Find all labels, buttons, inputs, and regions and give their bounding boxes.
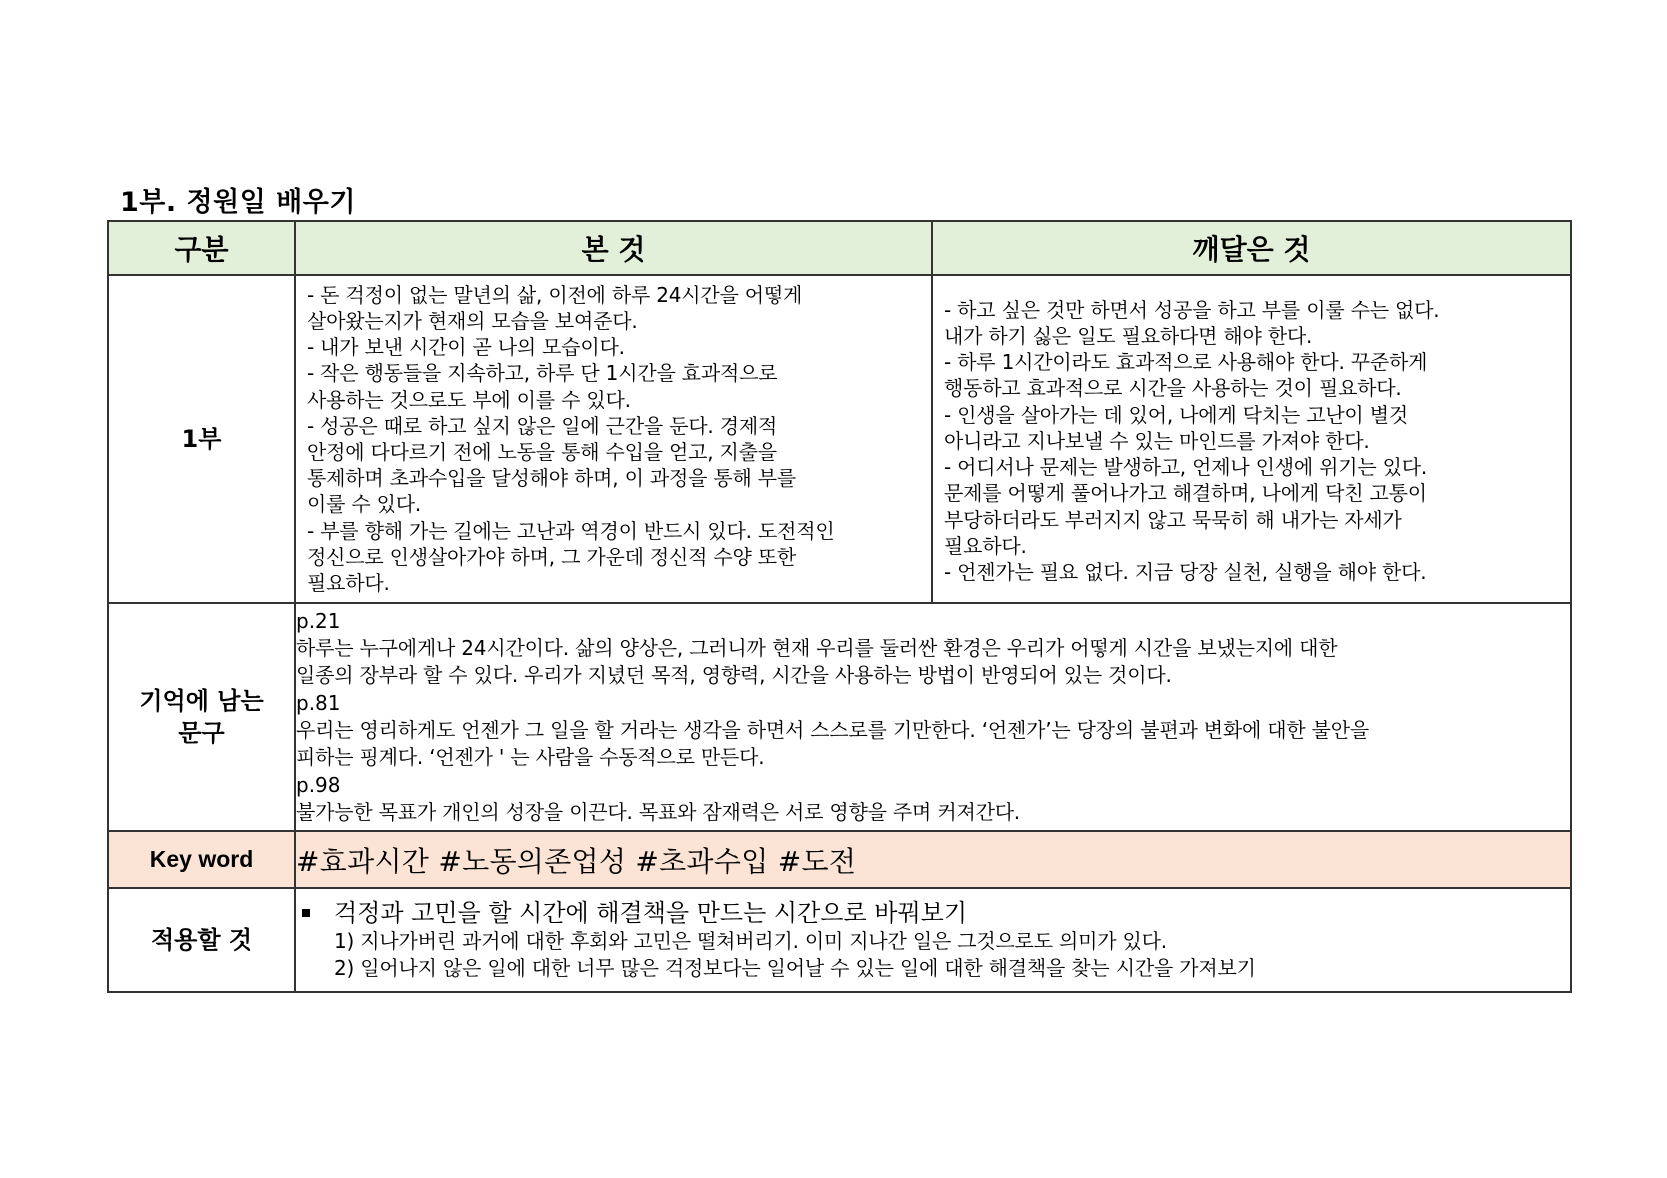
quote-page-number: p.98 — [296, 772, 341, 797]
row-label-keyword: Key word — [108, 831, 295, 888]
header-seen: 본 것 — [295, 221, 932, 275]
seen-cell — [295, 275, 932, 603]
apply-sub-item: 1) 지나가버린 과거에 대한 후회와 고민은 떨쳐버리기. 이미 지나간 일은 그것으로도 의미가 있다. — [334, 929, 1167, 953]
quote-item — [296, 772, 1570, 826]
table-row-apply — [108, 888, 1571, 992]
table-row-keyword — [108, 831, 1571, 888]
apply-sub-item: 2) 일어나지 않은 일에 대한 너무 많은 걱정보다는 일어날 수 있는 일에 대한 해결책을 찾는 시간을 가져보기 — [334, 956, 1256, 980]
realized-text: - 하고 싶은 것만 하면서 성공을 하고 부를 이룰 수는 없다. 내가 하기 싫은 일도 필요하다면 해야 한다. - 하루 1시간이라도 효과적으로 사용해야 한다. 꾸준하게 행동하고 효과적으로 시간을 사용하는 것이 필요하다. - 인생을 살아가는 데 있어, 나에게 닥치는 고난이 별것 아니라고 지나보낼 수 있는 마인드를 가져야 한다. - 어디서나 문제는 발생하고, 언제나 인생에 위기는 있다. 문제를 어떻게 풀어나가고 해결하며, 나에게 닥친 고통이 부당하더라도 부러지지 않고 묵묵히 해 내가는 자세가 필요하다. - 언젠가는 필요 없다. 지금 당장 실천, 실행을 해야 한다. — [944, 297, 1440, 584]
apply-bullet-item — [296, 898, 1570, 928]
quotes-label-text: 기억에 남는 문구 — [139, 687, 264, 747]
realized-cell — [932, 275, 1571, 603]
header-realized: 깨달은 것 — [932, 221, 1571, 275]
keyword-text: #효과시간 #노동의존업성 #초과수입 #도전 — [295, 831, 1571, 888]
document-title: 1부. 정원일 배우기 — [120, 187, 356, 218]
header-category: 구분 — [108, 221, 295, 275]
row-label-part1: 1부 — [108, 275, 295, 603]
square-bullet-icon — [302, 909, 310, 917]
row-label-quotes — [108, 603, 295, 831]
row-label-apply: 적용할 것 — [108, 888, 295, 992]
book-review-table — [107, 220, 1572, 993]
seen-text: - 돈 걱정이 없는 말년의 삶, 이전에 하루 24시간을 어떻게 살아왔는지가 현재의 모습을 보여준다. - 내가 보낸 시간이 곧 나의 모습이다. - 작은 행동들을 지속하고, 하루 단 1시간을 효과적으로 사용하는 것으로도 부에 이를 수 있다. - 성공은 때로 하고 싶지 않은 일에 근간을 둔다. 경제적 안정에 다다르기 전에 노동을 통해 수입을 얻고, 지출을 통제하며 초과수입을 달성해야 하며, 이 과정을 통해 부를 이룰 수 있다. - 부를 향해 가는 길에는 고난과 역경이 반드시 있다. 도전적인 정신으로 인생살아가야 하며, 그 가운데 정신적 수양 또한 필요하다. — [307, 282, 835, 596]
quote-page-number: p.81 — [296, 690, 341, 715]
quote-text: 불가능한 목표가 개인의 성장을 이끈다. 목표와 잠재력은 서로 영향을 주며 커져간다. — [296, 799, 1020, 824]
table-row-part1 — [108, 275, 1571, 603]
quote-text: 우리는 영리하게도 언젠가 그 일을 할 거라는 생각을 하면서 스스로를 기만한다. ‘언젠가’는 당장의 불편과 변화에 대한 불안을 피하는 핑계다. ‘언젠가 ' 는 사람을 수동적으로 만든다. — [296, 717, 1369, 769]
table-header-row — [108, 221, 1571, 275]
quote-page-number: p.21 — [296, 608, 341, 633]
quote-item — [296, 690, 1570, 771]
apply-bullet-text: 걱정과 고민을 할 시간에 해결책을 만드는 시간으로 바꿔보기 — [334, 899, 968, 927]
quote-text: 하루는 누구에게나 24시간이다. 삶의 양상은, 그러니까 현재 우리를 둘러싼 환경은 우리가 어떻게 시간을 보냈는지에 대한 일종의 장부라 할 수 있다. 우리가 지녔던 목적, 영향력, 시간을 사용하는 방법이 반영되어 있는 것이다. — [296, 635, 1338, 687]
quote-item — [296, 608, 1570, 689]
quotes-cell — [295, 603, 1571, 831]
apply-cell — [295, 888, 1571, 992]
table-row-quotes — [108, 603, 1571, 831]
